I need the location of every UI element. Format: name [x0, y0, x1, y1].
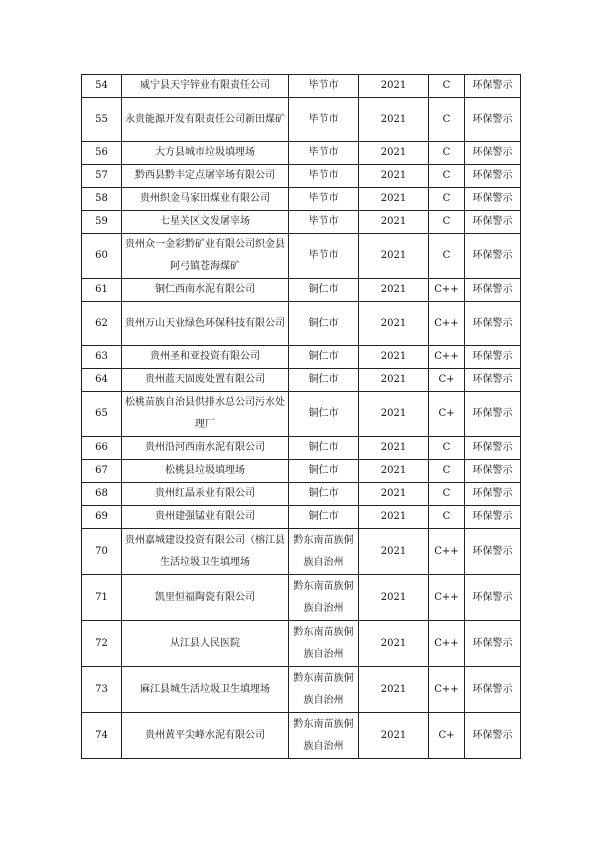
rating-status: 环保警示 — [465, 211, 521, 234]
rating-grade: C++ — [429, 302, 465, 346]
city-name: 铜仁市 — [289, 302, 359, 346]
city-name: 毕节市 — [289, 211, 359, 234]
table-row — [82, 75, 521, 98]
rating-year: 2021 — [359, 279, 429, 302]
enterprise-name: 贵州织金马家田煤业有限公司 — [122, 188, 289, 211]
table-row — [82, 98, 521, 142]
table-row — [82, 188, 521, 211]
rating-status: 环保警示 — [465, 165, 521, 188]
rating-status: 环保警示 — [465, 188, 521, 211]
rating-grade: C++ — [429, 529, 465, 575]
enterprise-name: 贵州沿河西南水泥有限公司 — [122, 437, 289, 460]
city-name: 铜仁市 — [289, 460, 359, 483]
rating-grade: C+ — [429, 713, 465, 759]
enterprise-name: 贵州嘉城建设投资有限公司（榕江县生活垃圾卫生填埋场 — [122, 529, 289, 575]
enterprise-name: 黔西县黔丰定点屠宰场有限公司 — [122, 165, 289, 188]
rating-grade: C++ — [429, 346, 465, 369]
rating-year: 2021 — [359, 529, 429, 575]
row-number: 56 — [82, 142, 122, 165]
rating-grade: C — [429, 211, 465, 234]
table-row — [82, 279, 521, 302]
enterprise-name: 贵州红晶汞业有限公司 — [122, 483, 289, 506]
rating-year: 2021 — [359, 437, 429, 460]
enterprise-name: 七星关区文发屠宰场 — [122, 211, 289, 234]
table-row — [82, 460, 521, 483]
table-row — [82, 483, 521, 506]
rating-year: 2021 — [359, 369, 429, 392]
table-row — [82, 165, 521, 188]
rating-grade: C++ — [429, 575, 465, 621]
city-name: 毕节市 — [289, 188, 359, 211]
city-name: 铜仁市 — [289, 392, 359, 437]
city-name: 毕节市 — [289, 98, 359, 142]
rating-grade: C++ — [429, 667, 465, 713]
city-name: 铜仁市 — [289, 483, 359, 506]
rating-status: 环保警示 — [465, 483, 521, 506]
table-row — [82, 506, 521, 529]
city-name: 铜仁市 — [289, 369, 359, 392]
rating-year: 2021 — [359, 211, 429, 234]
row-number: 68 — [82, 483, 122, 506]
table-row — [82, 667, 521, 713]
rating-status: 环保警示 — [465, 75, 521, 98]
rating-status: 环保警示 — [465, 234, 521, 279]
city-name: 黔东南苗族侗族自治州 — [289, 667, 359, 713]
enterprise-name: 贵州万山天业绿色环保科技有限公司 — [122, 302, 289, 346]
rating-year: 2021 — [359, 302, 429, 346]
enterprise-name: 贵州黄平尖峰水泥有限公司 — [122, 713, 289, 759]
row-number: 58 — [82, 188, 122, 211]
city-name: 毕节市 — [289, 75, 359, 98]
enterprise-name: 松桃苗族自治县供排水总公司污水处理厂 — [122, 392, 289, 437]
rating-status: 环保警示 — [465, 392, 521, 437]
city-name: 黔东南苗族侗族自治州 — [289, 713, 359, 759]
rating-status: 环保警示 — [465, 346, 521, 369]
rating-year: 2021 — [359, 575, 429, 621]
row-number: 55 — [82, 98, 122, 142]
rating-year: 2021 — [359, 188, 429, 211]
row-number: 73 — [82, 667, 122, 713]
rating-year: 2021 — [359, 346, 429, 369]
rating-status: 环保警示 — [465, 142, 521, 165]
row-number: 69 — [82, 506, 122, 529]
rating-year: 2021 — [359, 75, 429, 98]
enterprise-name: 永贵能源开发有限责任公司新田煤矿 — [122, 98, 289, 142]
enterprise-name: 凯里恒福陶瓷有限公司 — [122, 575, 289, 621]
rating-year: 2021 — [359, 667, 429, 713]
table-row — [82, 369, 521, 392]
rating-year: 2021 — [359, 713, 429, 759]
enterprise-name: 从江县人民医院 — [122, 621, 289, 667]
table-row — [82, 575, 521, 621]
row-number: 60 — [82, 234, 122, 279]
rating-grade: C — [429, 142, 465, 165]
city-name: 铜仁市 — [289, 506, 359, 529]
row-number: 65 — [82, 392, 122, 437]
rating-grade: C — [429, 234, 465, 279]
rating-status: 环保警示 — [465, 529, 521, 575]
row-number: 70 — [82, 529, 122, 575]
rating-year: 2021 — [359, 506, 429, 529]
row-number: 67 — [82, 460, 122, 483]
city-name: 毕节市 — [289, 234, 359, 279]
enterprise-name: 松桃县垃圾填埋场 — [122, 460, 289, 483]
rating-grade: C — [429, 506, 465, 529]
row-number: 57 — [82, 165, 122, 188]
rating-status: 环保警示 — [465, 279, 521, 302]
rating-status: 环保警示 — [465, 369, 521, 392]
table-body — [82, 75, 521, 759]
rating-year: 2021 — [359, 460, 429, 483]
city-name: 毕节市 — [289, 142, 359, 165]
rating-year: 2021 — [359, 483, 429, 506]
rating-grade: C++ — [429, 621, 465, 667]
enterprise-name: 贵州蓝天固废处置有限公司 — [122, 369, 289, 392]
row-number: 66 — [82, 437, 122, 460]
enterprise-name: 铜仁西南水泥有限公司 — [122, 279, 289, 302]
city-name: 黔东南苗族侗族自治州 — [289, 621, 359, 667]
city-name: 铜仁市 — [289, 437, 359, 460]
enterprise-name: 大方县城市垃圾填埋场 — [122, 142, 289, 165]
rating-year: 2021 — [359, 621, 429, 667]
row-number: 54 — [82, 75, 122, 98]
row-number: 71 — [82, 575, 122, 621]
rating-status: 环保警示 — [465, 302, 521, 346]
rating-grade: C — [429, 437, 465, 460]
city-name: 铜仁市 — [289, 279, 359, 302]
table-row — [82, 437, 521, 460]
row-number: 64 — [82, 369, 122, 392]
rating-status: 环保警示 — [465, 506, 521, 529]
enterprise-name: 贵州建强锰业有限公司 — [122, 506, 289, 529]
rating-status: 环保警示 — [465, 437, 521, 460]
rating-grade: C+ — [429, 369, 465, 392]
city-name: 黔东南苗族侗族自治州 — [289, 529, 359, 575]
city-name: 铜仁市 — [289, 346, 359, 369]
enterprise-name: 贵州圣和亚投资有限公司 — [122, 346, 289, 369]
rating-year: 2021 — [359, 142, 429, 165]
row-number: 61 — [82, 279, 122, 302]
rating-year: 2021 — [359, 392, 429, 437]
rating-status: 环保警示 — [465, 667, 521, 713]
rating-grade: C — [429, 188, 465, 211]
rating-status: 环保警示 — [465, 460, 521, 483]
rating-grade: C — [429, 165, 465, 188]
table-row — [82, 211, 521, 234]
table-row — [82, 234, 521, 279]
rating-status: 环保警示 — [465, 98, 521, 142]
row-number: 62 — [82, 302, 122, 346]
rating-grade: C — [429, 75, 465, 98]
rating-grade: C++ — [429, 279, 465, 302]
rating-status: 环保警示 — [465, 575, 521, 621]
row-number: 74 — [82, 713, 122, 759]
rating-year: 2021 — [359, 165, 429, 188]
row-number: 63 — [82, 346, 122, 369]
enterprise-name: 威宁县天宇锌业有限责任公司 — [122, 75, 289, 98]
rating-grade: C+ — [429, 392, 465, 437]
row-number: 72 — [82, 621, 122, 667]
table-row — [82, 142, 521, 165]
table-row — [82, 621, 521, 667]
table-row — [82, 392, 521, 437]
row-number: 59 — [82, 211, 122, 234]
rating-status: 环保警示 — [465, 713, 521, 759]
enterprise-name: 贵州众一金彩黔矿业有限公司织金县阿弓镇苍海煤矿 — [122, 234, 289, 279]
rating-grade: C — [429, 98, 465, 142]
rating-grade: C — [429, 483, 465, 506]
table-row — [82, 529, 521, 575]
city-name: 毕节市 — [289, 165, 359, 188]
rating-grade: C — [429, 460, 465, 483]
city-name: 黔东南苗族侗族自治州 — [289, 575, 359, 621]
table-row — [82, 713, 521, 759]
rating-year: 2021 — [359, 234, 429, 279]
table-row — [82, 346, 521, 369]
enterprise-name: 麻江县城生活垃圾卫生填埋场 — [122, 667, 289, 713]
rating-status: 环保警示 — [465, 621, 521, 667]
table-row — [82, 302, 521, 346]
enterprise-rating-table — [81, 74, 521, 759]
rating-year: 2021 — [359, 98, 429, 142]
